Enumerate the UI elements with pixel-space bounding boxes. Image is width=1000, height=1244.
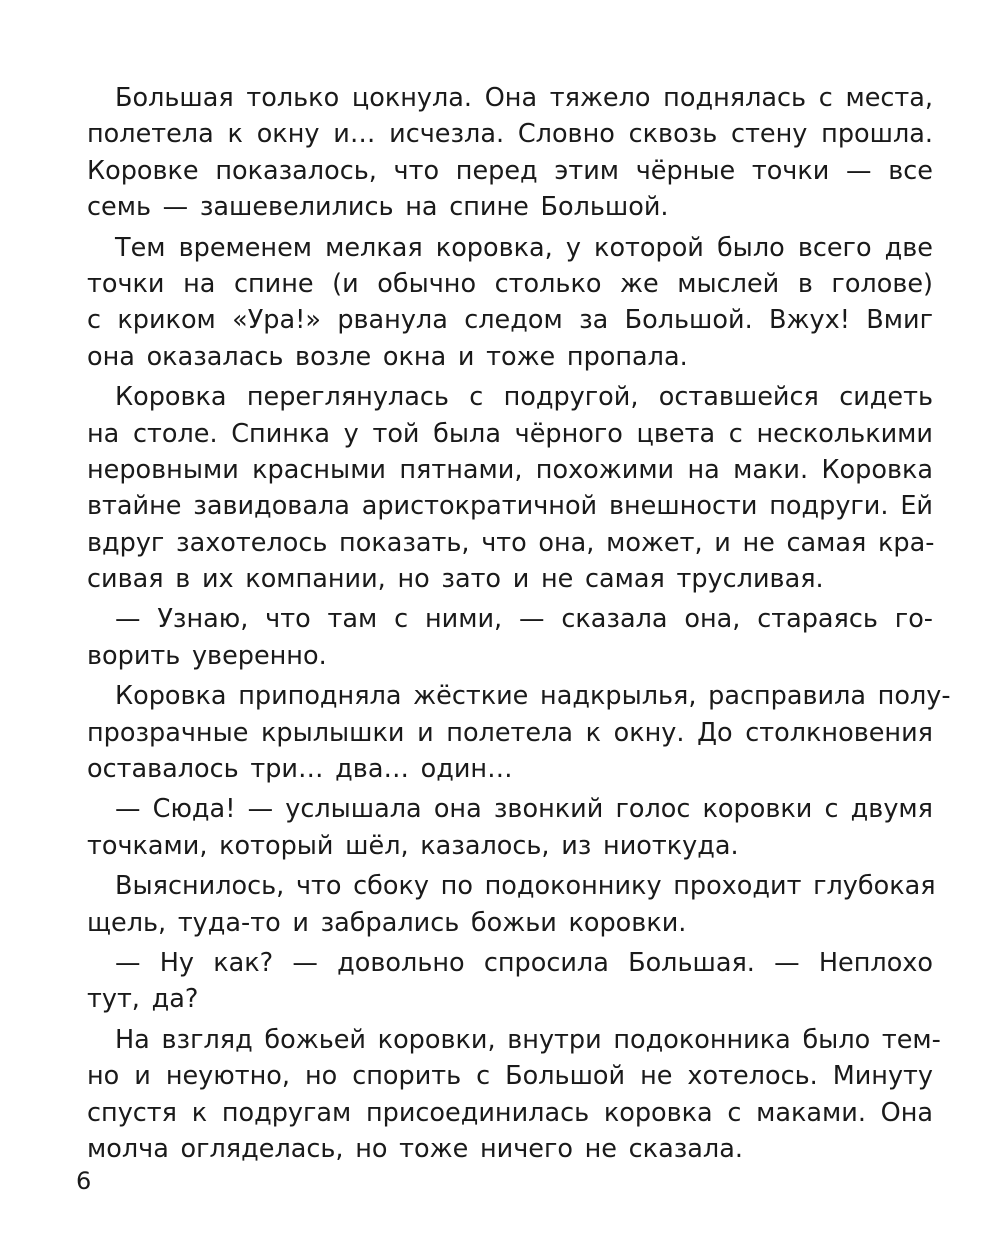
text-line: тут, да? bbox=[87, 984, 199, 1015]
text-line: с криком «Ура!» рванула следом за Большой. Вжух! Вмиг bbox=[87, 305, 933, 336]
text-line: втайне завидовала аристократичной внешности подруги. Ей bbox=[87, 491, 933, 522]
text-line: но и неуютно, но спорить с Большой не хотелось. Минуту bbox=[87, 1061, 933, 1092]
text-line: она оказалась возле окна и тоже пропала. bbox=[87, 341, 688, 372]
paragraph-1 bbox=[87, 80, 933, 226]
text-line: На взгляд божьей коровки, внутри подоконника было тем- bbox=[115, 1024, 941, 1055]
text-line: Большая только цокнула. Она тяжело поднялась с места, bbox=[115, 83, 933, 113]
text-line: неровными красными пятнами, похожими на маки. Коровка bbox=[87, 454, 933, 485]
text-line: Коровка приподняла жёсткие надкрылья, расправила полу- bbox=[115, 681, 951, 712]
text-line: молча огляделась, но тоже ничего не сказала. bbox=[87, 1133, 743, 1164]
text-line: вдруг захотелось показать, что она, может, и не самая кра- bbox=[87, 527, 935, 558]
text-line: — Ну как? — довольно спросила Большая. — Неплохо bbox=[115, 947, 933, 978]
text-line: точки на спине (и обычно столько же мыслей в голове) bbox=[87, 268, 933, 299]
text-line: сивая в их компании, но зато и не самая трусливая. bbox=[87, 564, 824, 595]
body-text bbox=[87, 80, 951, 1171]
paragraph-5 bbox=[87, 678, 951, 787]
text-line: семь — зашевелились на спине Большой. bbox=[87, 192, 669, 223]
page-number: 6 bbox=[76, 1167, 92, 1195]
text-line: спустя к подругам присоединилась коровка с маками. Она bbox=[87, 1097, 933, 1128]
text-line: — Узнаю, что там с ними, — сказала она, стараясь го- bbox=[115, 604, 933, 635]
text-line: щель, туда-то и забрались божьи коровки. bbox=[87, 907, 687, 938]
text-line: полетела к окну и… исчезла. Словно сквозь стену прошла. bbox=[87, 119, 933, 150]
text-line: ворить уверенно. bbox=[87, 640, 327, 671]
paragraph-3 bbox=[87, 379, 933, 597]
text-line: — Сюда! — услышала она звонкий голос коровки с двумя bbox=[115, 794, 933, 825]
text-line: Тем временем мелкая коровка, у которой было всего две bbox=[115, 232, 933, 263]
paragraph-9 bbox=[87, 1022, 941, 1168]
text-line: прозрачные крылышки и полетела к окну. До столкновения bbox=[87, 717, 933, 748]
paragraph-8 bbox=[87, 945, 933, 1018]
paragraph-2 bbox=[87, 230, 933, 376]
text-line: на столе. Спинка у той была чёрного цвета с несколькими bbox=[87, 418, 933, 449]
text-line: Коровке показалось, что перед этим чёрные точки — все bbox=[87, 155, 933, 186]
text-line: Выяснилось, что сбоку по подоконнику проходит глубокая bbox=[115, 871, 936, 902]
paragraph-6 bbox=[87, 791, 933, 864]
paragraph-7 bbox=[87, 868, 936, 941]
text-line: оставалось три… два… один… bbox=[87, 754, 513, 785]
text-line: точками, который шёл, казалось, из ниоткуда. bbox=[87, 830, 739, 861]
text-line: Коровка переглянулась с подругой, оставшейся сидеть bbox=[115, 382, 933, 413]
paragraph-4 bbox=[87, 601, 933, 674]
